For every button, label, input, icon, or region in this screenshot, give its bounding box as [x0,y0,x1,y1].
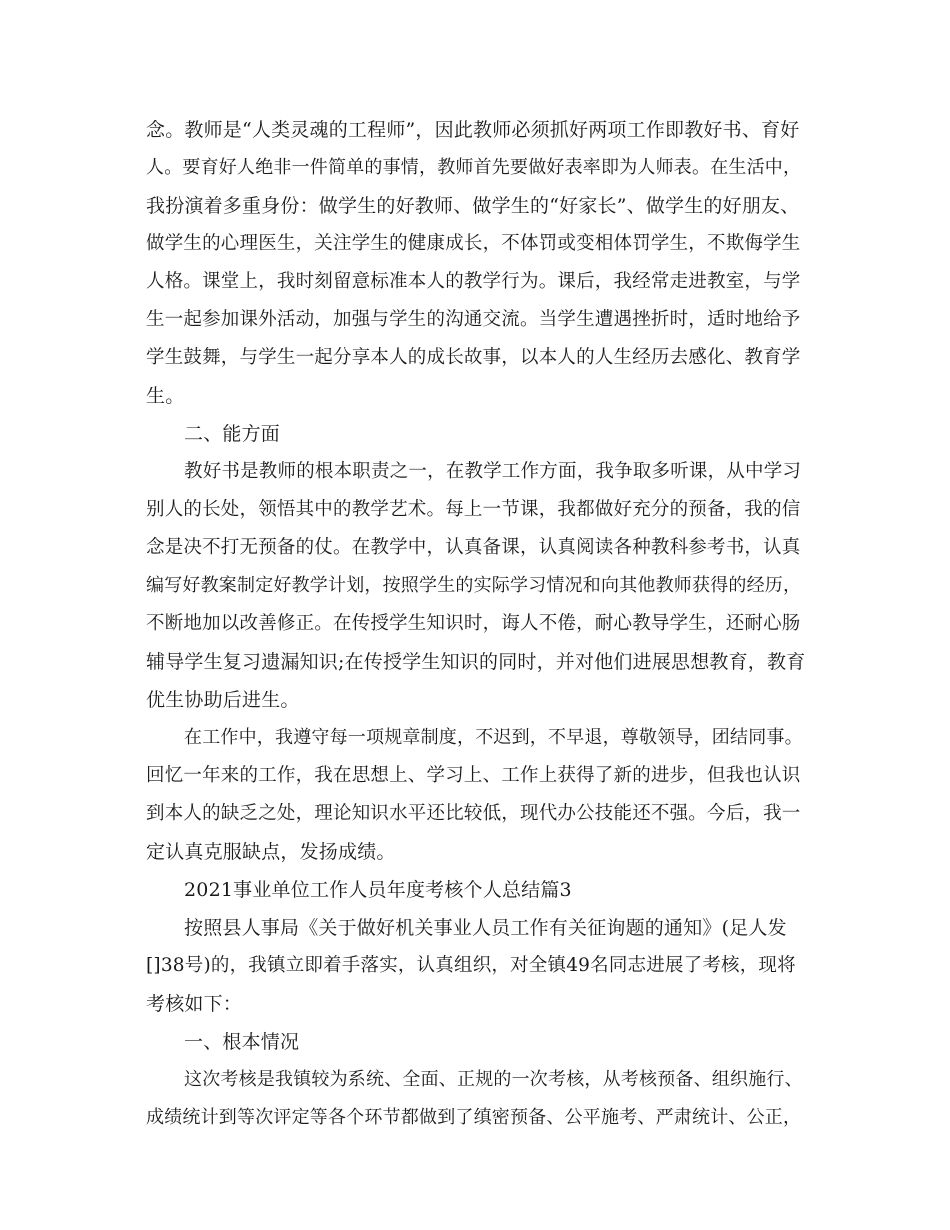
text-line: 别人的长处，领悟其中的教学艺术。每上一节课，我都做好充分的预备，我的信 [146,499,801,520]
text-line: 按照县人事局《关于做好机关事业人员工作有关征询题的通知》(足人发 [184,917,787,939]
section-heading: 二、能方面 [184,423,281,445]
text-line: 念是决不打无预备的仗。在教学中，认真备课，认真阅读各种教科参考书，认真 [146,537,801,558]
text-line: 到本人的缺乏之处，理论知识水平还比较低，现代办公技能还不强。今后，我一 [146,803,801,824]
text-line: 生一起参加课外活动，加强与学生的沟通交流。当学生遭遇挫折时，适时地给予 [146,309,801,330]
text-line: 人格。课堂上，我时刻留意标准本人的教学行为。课后，我经常走进教室，与学 [146,271,801,292]
text-line: 生。 [146,385,185,407]
text-line: 这次考核是我镇较为系统、全面、正规的一次考核，从考核预备、组织施行、 [184,1069,803,1090]
text-line: 考核如下： [146,993,243,1015]
text-line: 编写好教案制定好教学计划，按照学生的实际学习情况和向其他教师获得的经历， [146,575,802,596]
text-line: 辅导学生复习遗漏知识;在传授学生知识的同时，并对他们进展思想教育，教育 [146,651,806,673]
text-line: 成绩统计到等次评定等各个环节都做到了缜密预备、公平施考、严肃统计、公正， [146,1107,802,1128]
text-line: 人。要育好人绝非一件简单的事情，教师首先要做好表率即为人师表。在生活中， [146,157,802,178]
text-line: 在工作中，我遵守每一项规章制度，不迟到，不早退，尊敬领导，团结同事。 [184,727,803,748]
text-line: 定认真克服缺点，发扬成绩。 [146,841,396,863]
article-title: 2021事业单位工作人员年度考核个人总结篇3 [184,879,572,901]
text-line: 优生协助后进生。 [146,689,300,711]
text-line: 我扮演着多重身份：做学生的好教师、做学生的“好家长”、做学生的好朋友、 [146,195,800,217]
text-line: 回忆一年来的工作，我在思想上、学习上、工作上获得了新的进步，但我也认识 [146,765,801,786]
text-line: 学生鼓舞，与学生一起分享本人的成长故事，以本人的人生经历去感化、教育学 [146,347,801,368]
section-heading: 一、根本情况 [184,1031,300,1053]
text-line: 做学生的心理医生，关注学生的健康成长，不体罚或变相体罚学生，不欺侮学生 [146,233,801,254]
text-line: 不断地加以改善修正。在传授学生知识时，诲人不倦，耐心教导学生，还耐心肠 [146,613,801,634]
text-line: []38号)的，我镇立即着手落实，认真组织，对全镇49名同志进展了考核，现将 [146,955,796,976]
text-line: 教好书是教师的根本职责之一，在教学工作方面，我争取多听课，从中学习 [184,461,802,482]
text-line: 念。教师是“人类灵魂的工程师”，因此教师必须抓好两项工作即教好书、育好 [146,119,800,141]
